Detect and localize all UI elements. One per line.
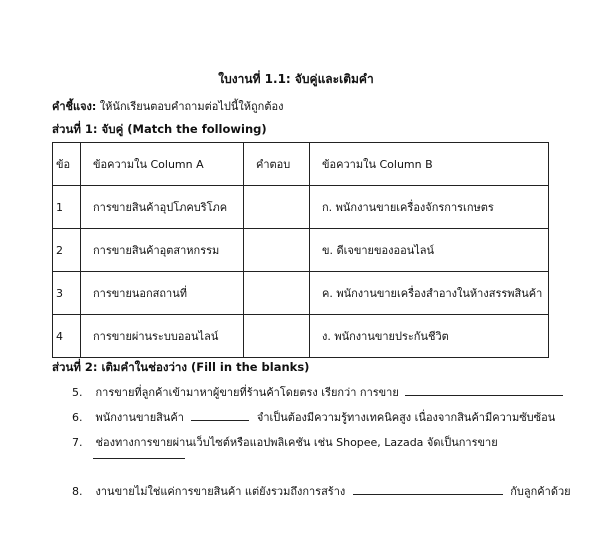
question-number: 5.: [72, 386, 83, 399]
row-number: 4: [53, 315, 81, 358]
instruction: [52, 97, 283, 115]
header-answer: คำตอบ: [244, 143, 310, 186]
header-no: ข้อ: [53, 143, 81, 186]
question-number: 6.: [72, 411, 83, 424]
column-a-cell: การขายผ่านระบบออนไลน์: [81, 315, 244, 358]
row-number: 1: [53, 186, 81, 229]
question-text: พนักงานขายสินค้า: [95, 411, 184, 424]
question-text-after: จำเป็นต้องมีความรู้ทางเทคนิคสูง เนื่องจากสินค้ามีความซับซ้อน: [256, 411, 556, 424]
question-text: งานขายไม่ใช่แค่การขายสินค้า แต่ยังรวมถึงการสร้าง: [95, 485, 346, 498]
table-row: [53, 186, 549, 229]
header-column-a: ข้อความใน Column A: [81, 143, 244, 186]
answer-blank[interactable]: [353, 483, 503, 495]
column-a-cell: การขายสินค้าอุปโภคบริโภค: [81, 186, 244, 229]
question-number: 7.: [72, 436, 83, 449]
column-a-cell: การขายนอกสถานที่: [81, 272, 244, 315]
header-column-b: ข้อความใน Column B: [310, 143, 549, 186]
row-number: 3: [53, 272, 81, 315]
question-number: 8.: [72, 485, 83, 498]
table-row: [53, 272, 549, 315]
column-a-cell: การขายสินค้าอุตสาหกรรม: [81, 229, 244, 272]
question-5: [72, 383, 563, 401]
table-row: [53, 315, 549, 358]
section2-heading: ส่วนที่ 2: เติมคำในช่องว่าง (Fill in the blanks): [52, 360, 310, 374]
answer-cell[interactable]: [244, 272, 310, 315]
question-text-after: กับลูกค้าด้วย: [510, 485, 571, 498]
instruction-label: คำชี้แจง:: [52, 100, 97, 113]
column-b-cell: ง. พนักงานขายประกันชีวิต: [310, 315, 549, 358]
answer-cell[interactable]: [244, 315, 310, 358]
answer-blank[interactable]: [405, 384, 563, 396]
answer-cell[interactable]: [244, 229, 310, 272]
table-header-row: [53, 143, 549, 186]
instruction-text: ให้นักเรียนตอบคำถามต่อไปนี้ให้ถูกต้อง: [99, 100, 284, 113]
question-text: ช่องทางการขายผ่านเว็บไซต์หรือแอปพลิเคชัน เช่น Shopee, Lazada จัดเป็นการขาย: [95, 436, 498, 449]
answer-blank[interactable]: [93, 458, 185, 459]
column-b-cell: ค. พนักงานขายเครื่องสำอางในห้างสรรพสินค้า: [310, 272, 549, 315]
column-b-cell: ก. พนักงานขายเครื่องจักรการเกษตร: [310, 186, 549, 229]
matching-table: [52, 142, 549, 358]
column-b-cell: ข. ดีเจขายของออนไลน์: [310, 229, 549, 272]
answer-blank[interactable]: [191, 409, 249, 421]
question-6: [72, 408, 555, 426]
worksheet-title: ใบงานที่ 1.1: จับคู่และเติมคำ: [218, 72, 374, 86]
table-row: [53, 229, 549, 272]
question-text: การขายที่ลูกค้าเข้ามาหาผู้ขายที่ร้านค้าโดยตรง เรียกว่า การขาย: [95, 386, 399, 399]
answer-cell[interactable]: [244, 186, 310, 229]
row-number: 2: [53, 229, 81, 272]
section1-heading: ส่วนที่ 1: จับคู่ (Match the following): [52, 122, 267, 136]
question-7: [72, 433, 498, 451]
question-8: [72, 482, 571, 500]
